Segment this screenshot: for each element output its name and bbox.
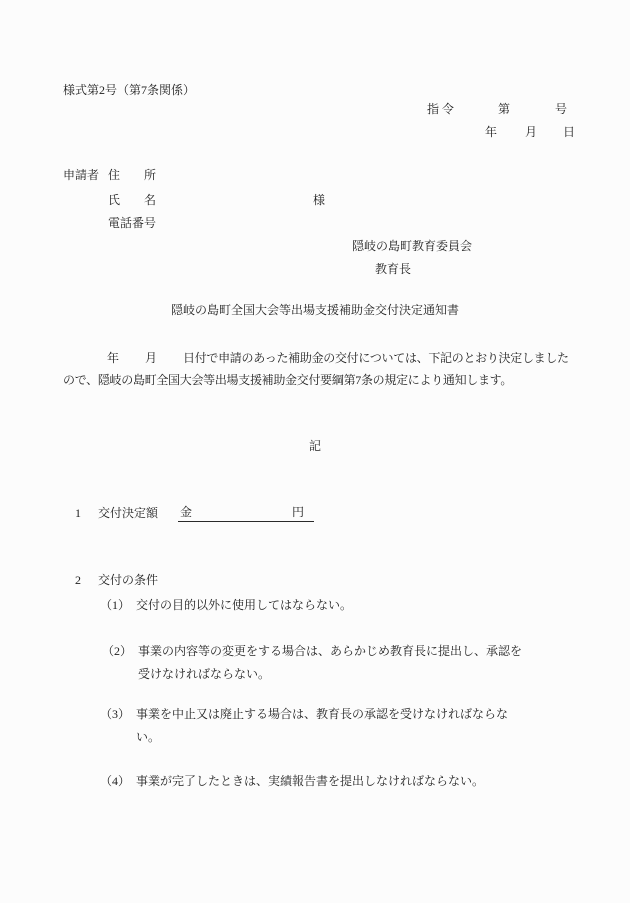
condition-1-no: （1） bbox=[100, 598, 131, 612]
applicant-label: 申請者 bbox=[63, 168, 100, 182]
condition-2-no: （2） bbox=[102, 644, 133, 658]
item2-label: 交付の条件 bbox=[98, 573, 159, 587]
directive-number-prefix: 第 bbox=[498, 102, 511, 116]
applicant-name-label: 氏 名 bbox=[108, 193, 157, 207]
directive-label: 指 令 bbox=[427, 102, 455, 116]
condition-3-text-cont: い。 bbox=[136, 730, 161, 744]
grant-amount-field bbox=[178, 505, 314, 522]
date-day-label: 日 bbox=[563, 125, 576, 139]
item1-label: 交付決定額 bbox=[98, 506, 159, 520]
date-year-label: 年 bbox=[485, 125, 498, 139]
directive-number-suffix: 号 bbox=[555, 102, 568, 116]
condition-4-text: 事業が完了したときは、実績報告書を提出しなければならない。 bbox=[136, 774, 485, 788]
amount-prefix: 金 bbox=[180, 505, 193, 519]
item2-number: 2 bbox=[75, 573, 81, 587]
form-number: 様式第2号（第7条関係） bbox=[63, 83, 196, 97]
date-month-label: 月 bbox=[525, 125, 538, 139]
body-line2: ので、隠岐の島町全国大会等出場支援補助金交付要綱第7条の規定により通知します。 bbox=[63, 373, 513, 387]
condition-3-text: 事業を中止又は廃止する場合は、教育長の承認を受けなければならな bbox=[136, 707, 509, 721]
amount-suffix: 円 bbox=[291, 505, 304, 519]
applicant-honorific: 様 bbox=[313, 193, 326, 207]
body-date-year: 年 bbox=[107, 351, 120, 365]
condition-2-text-cont: 受けなければならない。 bbox=[138, 667, 271, 681]
item1-number: 1 bbox=[75, 506, 81, 520]
applicant-phone-label: 電話番号 bbox=[108, 216, 157, 230]
body-line1: 日付で申請のあった補助金の交付については、下記のとおり決定しました bbox=[183, 351, 569, 365]
document-title: 隠岐の島町全国大会等出場支援補助金交付決定通知書 bbox=[170, 303, 459, 317]
applicant-address-label: 住 所 bbox=[108, 168, 157, 182]
condition-2-text: 事業の内容等の変更をする場合は、あらかじめ教育長に提出し、承認を bbox=[138, 644, 523, 658]
issuer-title: 教育長 bbox=[375, 262, 412, 276]
condition-1-text: 交付の目的以外に使用してはならない。 bbox=[136, 598, 353, 612]
condition-4-no: （4） bbox=[100, 774, 131, 788]
record-marker: 記 bbox=[308, 439, 321, 453]
issuer-organization: 隠岐の島町教育委員会 bbox=[352, 239, 473, 253]
condition-3-no: （3） bbox=[100, 707, 131, 721]
body-date-month: 月 bbox=[145, 351, 158, 365]
